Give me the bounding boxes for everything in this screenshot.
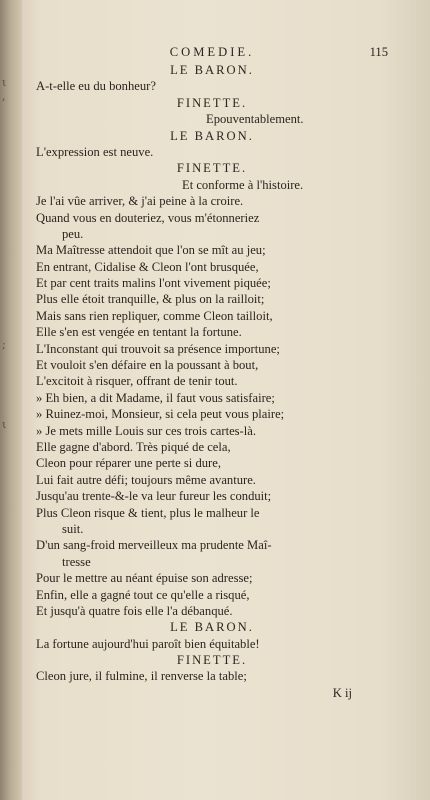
verse-line: L'excitoit à risquer, offrant de tenir tout.	[36, 374, 238, 389]
speaker-name: LE BARON.	[170, 620, 254, 635]
running-header	[36, 44, 388, 62]
speaker-name: LE BARON.	[170, 63, 254, 77]
verse-line: En entrant, Cidalise & Cleon l'ont brusquée,	[36, 259, 259, 274]
verse-line-continuation: tresse	[62, 554, 91, 569]
verse-line: Je l'ai vûe arriver, & j'ai peine à la croire.	[36, 194, 244, 209]
verse-lines	[36, 62, 388, 685]
verse-line: Elle gagne d'abord. Très piqué de cela,	[36, 439, 231, 454]
verse-line: Et jusqu'à quatre fois elle l'a débanqué.	[36, 603, 233, 618]
page-text	[36, 44, 388, 701]
verse-line: A-t-elle eu du bonheur?	[36, 79, 156, 94]
verse-line: Jusqu'au trente-&-le va leur fureur les conduit;	[36, 489, 272, 504]
verse-line: Et par cent traits malins l'ont vivement piquée;	[36, 276, 271, 291]
verse-line: Et conforme à l'histoire.	[182, 177, 304, 192]
verse-line: Cleon jure, il fulmine, il renverse la table;	[36, 669, 247, 684]
speaker-name: LE BARON.	[170, 128, 254, 143]
verse-line: » Eh bien, a dit Madame, il faut vous satisfaire;	[36, 390, 275, 405]
verse-line: Elle s'en est vengée en tentant la fortune.	[36, 325, 242, 340]
book-gutter	[0, 0, 22, 800]
verse-line: Mais sans rien repliquer, comme Cleon tailloit,	[36, 308, 273, 323]
gutter-fragment-icon: ,	[2, 90, 6, 103]
verse-line: » Ruinez-moi, Monsieur, si cela peut vous plaire;	[36, 407, 285, 422]
verse-line: Et vouloit s'en défaire en la poussant à bout,	[36, 358, 259, 373]
verse-line: Plus elle étoit tranquille, & plus on la railloit;	[36, 292, 265, 307]
verse-line: L'Inconstant qui trouvoit sa présence importune;	[36, 341, 280, 356]
verse-line: Ma Maîtresse attendoit que l'on se mît au jeu;	[36, 243, 266, 258]
page-number: 115	[369, 45, 388, 59]
running-title: COMEDIE.	[169, 45, 255, 59]
verse-line: L'expression est neuve.	[36, 144, 154, 159]
verse-line: Lui fait autre défi; toujours même avanture.	[36, 472, 256, 487]
verse-line: Plus Cleon risque & tient, plus le malheur le	[36, 505, 260, 520]
gutter-fragment-icon: ;	[2, 338, 6, 351]
gutter-fragment-icon: ι	[2, 418, 7, 431]
verse-line: D'un sang-froid merveilleux ma prudente Maî-	[36, 538, 272, 553]
verse-line-continuation: suit.	[62, 521, 84, 536]
verse-line: Epouventablement.	[206, 112, 304, 127]
verse-line: Cleon pour réparer une perte si dure,	[36, 456, 221, 471]
speaker-name: FINETTE.	[176, 95, 248, 110]
verse-line-continuation: peu.	[62, 226, 84, 241]
gutter-fragment-icon: ι	[2, 76, 7, 89]
verse-line: » Je mets mille Louis sur ces trois cartes-là.	[36, 423, 256, 438]
verse-line: Pour le mettre au néant épuise son adresse;	[36, 571, 253, 586]
verse-line: Enfin, elle a gagné tout ce qu'elle a risqué,	[36, 587, 250, 602]
verse-line: La fortune aujourd'hui paroît bien équitable!	[36, 636, 260, 651]
speaker-name: FINETTE.	[176, 161, 248, 176]
signature-mark: K ij	[332, 685, 352, 700]
verse-line: Quand vous en douteriez, vous m'étonneriez	[36, 210, 260, 225]
speaker-name: FINETTE.	[176, 653, 248, 668]
